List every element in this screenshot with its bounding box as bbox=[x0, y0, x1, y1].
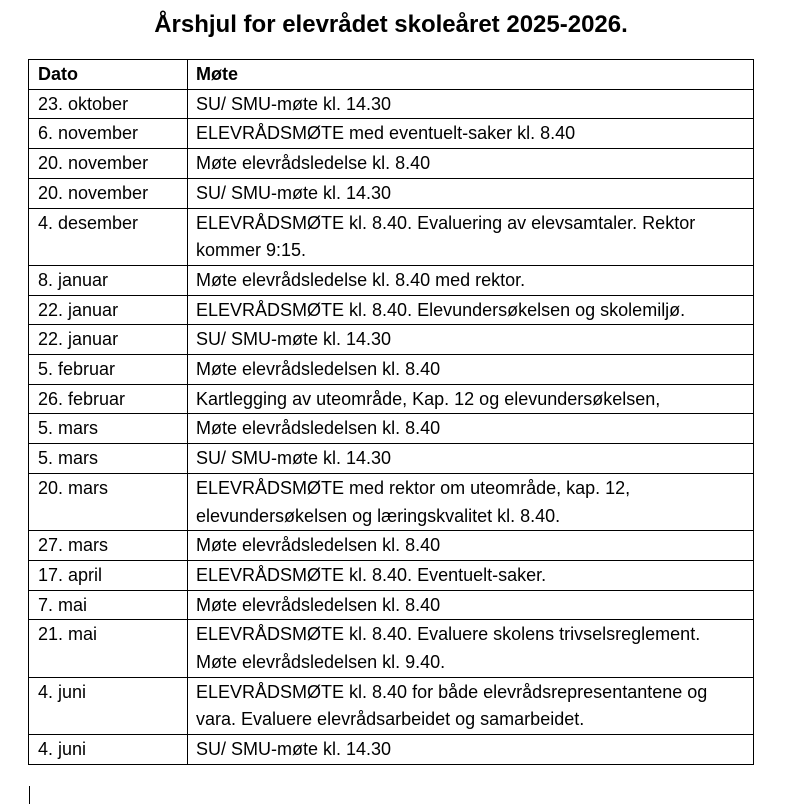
meeting-cell: Møte elevrådsledelsen kl. 8.40 bbox=[188, 531, 754, 561]
meeting-cell: Møte elevrådsledelse kl. 8.40 bbox=[188, 149, 754, 179]
meeting-cell: Møte elevrådsledelsen kl. 8.40 bbox=[188, 414, 754, 444]
meeting-cell: ELEVRÅDSMØTE kl. 8.40. Evaluere skolens trivselsreglement. Møte elevrådsledelsen kl. 9.40. bbox=[188, 620, 754, 677]
meeting-cell: ELEVRÅDSMØTE kl. 8.40. Elevundersøkelsen og skolemiljø. bbox=[188, 295, 754, 325]
date-cell: 20. mars bbox=[29, 473, 188, 530]
schedule-table bbox=[28, 59, 754, 765]
date-cell: 26. februar bbox=[29, 384, 188, 414]
table-row bbox=[29, 473, 754, 530]
table-row bbox=[29, 325, 754, 355]
table-row bbox=[29, 384, 754, 414]
text-cursor bbox=[29, 786, 30, 804]
date-cell: 20. november bbox=[29, 178, 188, 208]
table-row bbox=[29, 590, 754, 620]
date-cell: 22. januar bbox=[29, 325, 188, 355]
date-cell: 5. februar bbox=[29, 355, 188, 385]
meeting-cell: ELEVRÅDSMØTE kl. 8.40 for både elevrådsrepresentantene og vara. Evaluere elevrådsarbeidet og samarbeidet. bbox=[188, 677, 754, 734]
meeting-cell: SU/ SMU-møte kl. 14.30 bbox=[188, 735, 754, 765]
document-title: Årshjul for elevrådet skoleåret 2025-2026. bbox=[154, 11, 628, 38]
meeting-cell: SU/ SMU-møte kl. 14.30 bbox=[188, 178, 754, 208]
table-row bbox=[29, 149, 754, 179]
table-row bbox=[29, 355, 754, 385]
column-header-date: Dato bbox=[29, 60, 188, 90]
table-row bbox=[29, 178, 754, 208]
table-header-row bbox=[29, 60, 754, 90]
meeting-cell: SU/ SMU-møte kl. 14.30 bbox=[188, 444, 754, 474]
meeting-cell: Møte elevrådsledelse kl. 8.40 med rektor. bbox=[188, 265, 754, 295]
column-header-meeting: Møte bbox=[188, 60, 754, 90]
table-row bbox=[29, 265, 754, 295]
schedule-rows bbox=[29, 89, 754, 764]
table-row bbox=[29, 677, 754, 734]
date-cell: 20. november bbox=[29, 149, 188, 179]
table-row bbox=[29, 531, 754, 561]
meeting-cell: SU/ SMU-møte kl. 14.30 bbox=[188, 89, 754, 119]
date-cell: 17. april bbox=[29, 560, 188, 590]
date-cell: 27. mars bbox=[29, 531, 188, 561]
meeting-cell: ELEVRÅDSMØTE kl. 8.40. Evaluering av elevsamtaler. Rektor kommer 9:15. bbox=[188, 208, 754, 265]
meeting-cell: ELEVRÅDSMØTE med rektor om uteområde, kap. 12, elevundersøkelsen og læringskvalitet kl. 8.40. bbox=[188, 473, 754, 530]
date-cell: 4. desember bbox=[29, 208, 188, 265]
table-row bbox=[29, 444, 754, 474]
table-row bbox=[29, 620, 754, 677]
table-row bbox=[29, 295, 754, 325]
meeting-cell: Møte elevrådsledelsen kl. 8.40 bbox=[188, 590, 754, 620]
meeting-cell: ELEVRÅDSMØTE kl. 8.40. Eventuelt-saker. bbox=[188, 560, 754, 590]
table-row bbox=[29, 119, 754, 149]
date-cell: 22. januar bbox=[29, 295, 188, 325]
meeting-cell: Møte elevrådsledelsen kl. 8.40 bbox=[188, 355, 754, 385]
meeting-cell: SU/ SMU-møte kl. 14.30 bbox=[188, 325, 754, 355]
date-cell: 4. juni bbox=[29, 735, 188, 765]
meeting-cell: Kartlegging av uteområde, Kap. 12 og elevundersøkelsen, bbox=[188, 384, 754, 414]
table-row bbox=[29, 414, 754, 444]
table-row bbox=[29, 89, 754, 119]
table-row bbox=[29, 208, 754, 265]
date-cell: 5. mars bbox=[29, 414, 188, 444]
date-cell: 6. november bbox=[29, 119, 188, 149]
date-cell: 5. mars bbox=[29, 444, 188, 474]
date-cell: 7. mai bbox=[29, 590, 188, 620]
table-row bbox=[29, 735, 754, 765]
date-cell: 21. mai bbox=[29, 620, 188, 677]
date-cell: 4. juni bbox=[29, 677, 188, 734]
table-row bbox=[29, 560, 754, 590]
meeting-cell: ELEVRÅDSMØTE med eventuelt-saker kl. 8.40 bbox=[188, 119, 754, 149]
date-cell: 8. januar bbox=[29, 265, 188, 295]
date-cell: 23. oktober bbox=[29, 89, 188, 119]
